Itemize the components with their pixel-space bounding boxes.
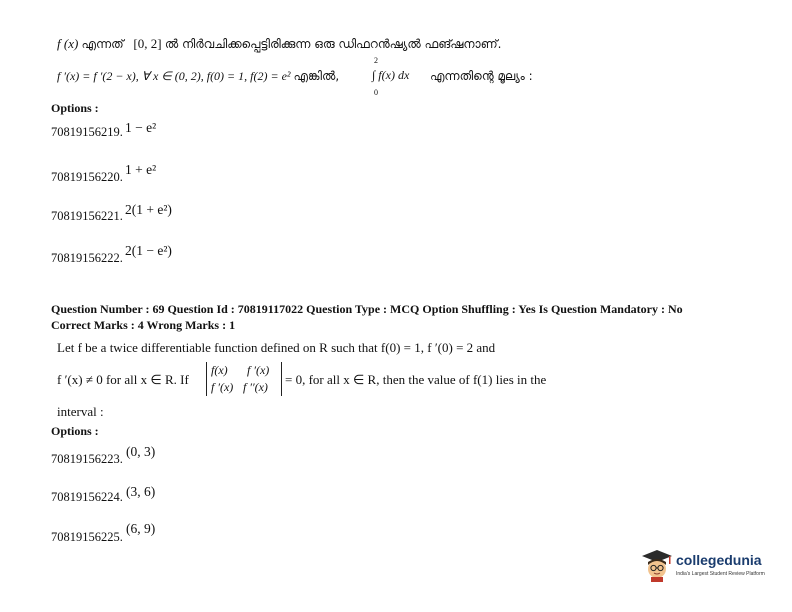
question-line-3: interval : xyxy=(57,404,104,419)
question-line-2a: f ′(x) ≠ 0 for all x ∈ R. If xyxy=(57,372,189,387)
prev-option-1-id: 70819156219. xyxy=(51,125,123,139)
prev-text-1: എന്നത് xyxy=(81,37,124,51)
prev-option-4-value[interactable]: 2(1 − e²) xyxy=(125,243,172,258)
prev-option-3-id: 70819156221. xyxy=(51,209,123,223)
option-2-id: 70819156224. xyxy=(51,490,123,504)
determinant xyxy=(206,362,282,396)
prev-text-3: എങ്കിൽ, xyxy=(293,69,340,83)
option-3-id: 70819156225. xyxy=(51,530,123,544)
prev-interval: [0, 2] xyxy=(133,36,162,51)
det-r2c1: f ′(x) xyxy=(211,380,234,394)
question-line-1: Let f be a twice differentiable function defined on R such that f(0) = 1, f ′(0) = 2 and xyxy=(57,340,496,355)
question-header: Question Number : 69 Question Id : 70819117022 Question Type : MCQ Option Shuffling : Yes Is Question Mandatory : No xyxy=(51,302,683,316)
prev-question-line-2 xyxy=(57,68,339,84)
logo-tagline: India's Largest Student Review Platform xyxy=(676,571,765,577)
question-line-2b: = 0, for all x ∈ R, then the value of f(1) lies in the xyxy=(285,372,547,387)
prev-math: f ′(x) = f ′(2 − x), ∀ x ∈ (0, 2), f(0) = 1, f(2) = e² xyxy=(57,69,294,83)
question-marks: Correct Marks : 4 Wrong Marks : 1 xyxy=(51,318,236,332)
det-r1c1: f(x) xyxy=(211,363,228,377)
prev-text-4: എന്നതിന്റെ മൂല്യം : xyxy=(430,69,533,83)
det-r2c2: f ′′(x) xyxy=(243,380,268,394)
det-r1c2: f ′(x) xyxy=(247,363,270,377)
option-1-id: 70819156223. xyxy=(51,452,123,466)
graduate-mascot-icon xyxy=(640,548,674,582)
option-2-value[interactable]: (3, 6) xyxy=(126,484,156,499)
prev-option-2-id: 70819156220. xyxy=(51,170,123,184)
prev-question-line-1 xyxy=(57,36,501,52)
integral-lower-limit: 0 xyxy=(374,88,378,97)
prev-options-label: Options : xyxy=(51,101,99,115)
prev-integral: ∫ f(x) dx xyxy=(372,68,410,82)
option-1-value[interactable]: (0, 3) xyxy=(126,444,156,459)
prev-option-1-value[interactable]: 1 − e² xyxy=(125,120,157,135)
collegedunia-logo[interactable] xyxy=(640,548,770,584)
integral-upper-limit: 2 xyxy=(374,56,378,65)
prev-text-2: ൽ നിർവചിക്കപ്പെട്ടിരിക്കുന്ന ഒരു ഡിഫറൻഷ്യൽ ഫങ്ഷനാണ്. xyxy=(164,37,502,51)
options-label: Options : xyxy=(51,424,99,438)
option-3-value[interactable]: (6, 9) xyxy=(126,521,156,536)
prev-option-3-value[interactable]: 2(1 + e²) xyxy=(125,202,172,217)
prev-option-2-value[interactable]: 1 + e² xyxy=(125,162,157,177)
prev-option-4-id: 70819156222. xyxy=(51,251,123,265)
logo-name: collegedunia xyxy=(676,552,762,568)
prev-fx: f (x) xyxy=(57,36,79,51)
